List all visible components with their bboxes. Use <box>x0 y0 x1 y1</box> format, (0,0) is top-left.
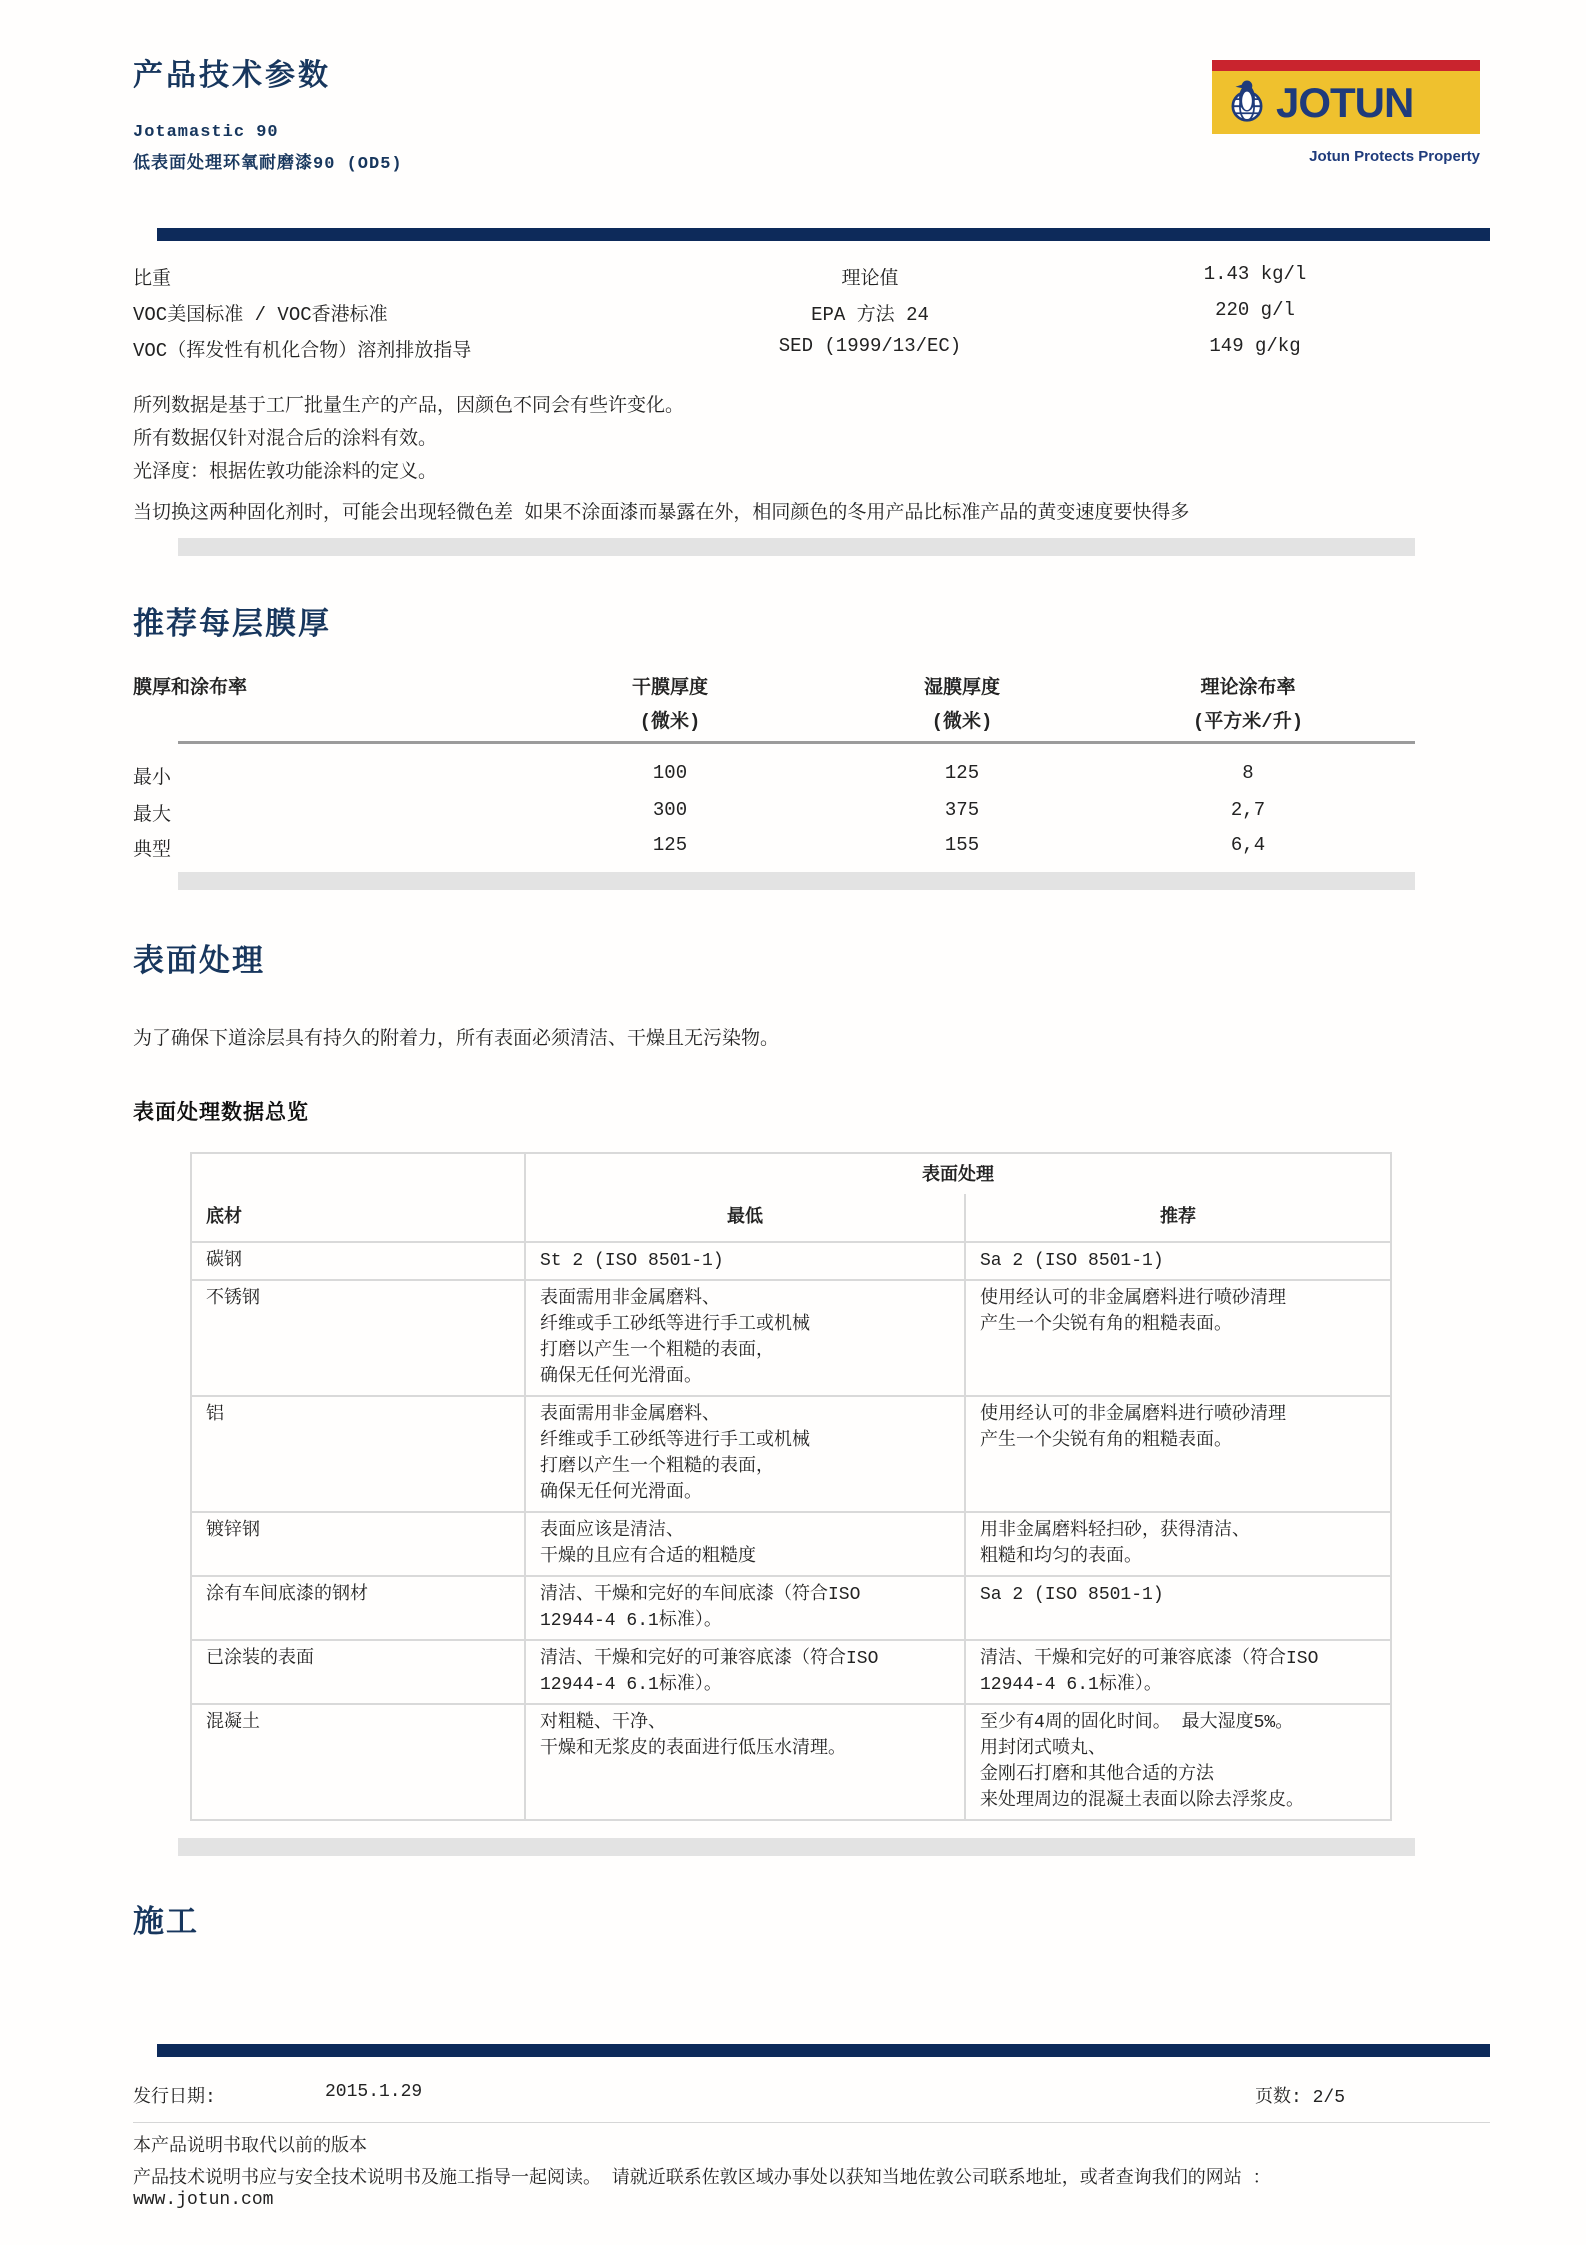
recommended-cell: 清洁、干燥和完好的可兼容底漆（符合ISO 12944-4 6.1标准）。 <box>965 1640 1391 1704</box>
film-col-header-coverage: 理论涂布率 <box>1200 677 1296 699</box>
spec-value: 1.43 kg/l <box>1203 263 1307 285</box>
substrate-cell: 碳钢 <box>191 1242 525 1280</box>
spec-row-voc-us-hk <box>0 299 1586 329</box>
spec-method: SED (1999/13/EC) <box>778 335 962 357</box>
footer-supersedes-note: 本产品说明书取代以前的版本 <box>133 2137 367 2157</box>
spec-method: EPA 方法 24 <box>811 304 929 326</box>
minimum-cell: St 2 (ISO 8501-1) <box>525 1242 965 1280</box>
recommended-cell: 使用经认可的非金属磨料进行喷砂清理 产生一个尖锐有角的粗糙表面。 <box>965 1396 1391 1512</box>
film-row-value: 125 <box>652 834 688 856</box>
product-subtitle: 低表面处理环氧耐磨漆90 (OD5) <box>133 155 403 174</box>
recommended-cell: 至少有4周的固化时间。 最大湿度5%。 用封闭式喷丸、 金刚石打磨和其他合适的方法 来处理周边的混凝土表面以除去浮浆皮。 <box>965 1704 1391 1820</box>
film-row-value: 8 <box>1242 762 1254 784</box>
divider-gray-2 <box>178 872 1415 890</box>
divider-navy-bottom <box>157 2044 1490 2057</box>
logo-red-stripe <box>1212 60 1480 71</box>
table-row <box>191 1704 1391 1820</box>
spec-value: 220 g/l <box>1215 299 1295 321</box>
film-col-header-dft: 干膜厚度 <box>631 677 708 699</box>
minimum-cell: 表面需用非金属磨料、 纤维或手工砂纸等进行手工或机械 打磨以产生一个粗糙的表面， 确保无任何光滑面。 <box>525 1396 965 1512</box>
divider-gray-3 <box>178 1838 1415 1856</box>
footer-issue-date-label: 发行日期: <box>133 2088 216 2108</box>
spec-row-voc-sed <box>0 335 1586 365</box>
footer-hairline <box>133 2122 1490 2123</box>
col-header-minimum: 最低 <box>525 1194 965 1242</box>
minimum-cell: 表面需用非金属磨料、 纤维或手工砂纸等进行手工或机械 打磨以产生一个粗糙的表面， 确保无任何光滑面。 <box>525 1280 965 1396</box>
film-table-header-rule <box>178 741 1415 744</box>
substrate-cell: 不锈钢 <box>191 1280 525 1396</box>
spec-method: 理论值 <box>841 268 899 290</box>
col-header-recommended: 推荐 <box>965 1194 1391 1242</box>
recommended-cell: Sa 2 (ISO 8501-1) <box>965 1576 1391 1640</box>
film-row-value: 2,7 <box>1230 799 1266 821</box>
spec-label: VOC（挥发性有机化合物）溶剂排放指导 <box>133 340 472 362</box>
spec-label: VOC美国标准 / VOC香港标准 <box>133 304 388 326</box>
film-row-value: 155 <box>944 834 980 856</box>
logo-tagline: Jotun Protects Property <box>1309 148 1480 165</box>
table-row <box>191 1576 1391 1640</box>
note-line: 所列数据是基于工厂批量生产的产品，因颜色不同会有些许变化。 <box>133 395 685 417</box>
footer-page-number: 页数: 2/5 <box>1255 2088 1346 2108</box>
film-col-unit-wft: (微米) <box>931 711 993 733</box>
surface-table-group-header: 表面处理 <box>525 1153 1391 1194</box>
logo-yellow-field <box>1212 71 1480 134</box>
col-header-substrate: 底材 <box>191 1194 525 1242</box>
substrate-cell: 已涂装的表面 <box>191 1640 525 1704</box>
table-row <box>191 1396 1391 1512</box>
footer-issue-date: 2015.1.29 <box>325 2082 423 2102</box>
minimum-cell: 对粗糙、干净、 干燥和无浆皮的表面进行低压水清理。 <box>525 1704 965 1820</box>
note-line: 当切换这两种固化剂时，可能会出现轻微色差 如果不涂面漆而暴露在外，相同颜色的冬用产品比标准产品的黄变速度要快得多 <box>133 502 1190 524</box>
footer-read-together-note: 产品技术说明书应与安全技术说明书及施工指导一起阅读。 请就近联系佐敦区域办事处以获知当地佐敦公司联系地址，或者查询我们的网站 ： <box>133 2169 1271 2189</box>
table-row <box>191 1640 1391 1704</box>
film-row-value: 300 <box>652 799 688 821</box>
jotun-logo <box>1212 60 1480 134</box>
surface-table-header-row <box>191 1194 1391 1242</box>
recommended-cell: Sa 2 (ISO 8501-1) <box>965 1242 1391 1280</box>
divider-gray-1 <box>178 538 1415 556</box>
surface-table-group-header-row <box>191 1153 1391 1194</box>
film-row-value: 100 <box>652 762 688 784</box>
substrate-cell: 涂有车间底漆的钢材 <box>191 1576 525 1640</box>
note-line: 所有数据仅针对混合后的涂料有效。 <box>133 428 438 450</box>
film-col-unit-coverage: (平方米/升) <box>1192 711 1304 733</box>
recommended-cell: 用非金属磨料轻扫砂，获得清洁、 粗糙和均匀的表面。 <box>965 1512 1391 1576</box>
section-heading-surface-prep: 表面处理 <box>133 946 265 981</box>
spec-label: 比重 <box>133 268 172 290</box>
product-name: Jotamastic 90 <box>133 123 279 142</box>
spec-value: 149 g/kg <box>1209 335 1301 357</box>
brand-wordmark: JOTUN <box>1276 78 1414 126</box>
substrate-cell: 镀锌钢 <box>191 1512 525 1576</box>
film-row-value: 375 <box>944 799 980 821</box>
empty-header-cell <box>191 1153 525 1194</box>
film-col-unit-dft: (微米) <box>639 711 701 733</box>
divider-navy-top <box>157 228 1490 241</box>
page-title: 产品技术参数 <box>133 61 331 95</box>
penguin-globe-icon <box>1224 77 1270 128</box>
section-heading-film-thickness: 推荐每层膜厚 <box>133 609 331 644</box>
film-row-label: 最小 <box>133 767 172 789</box>
note-line: 光泽度：根据佐敦功能涂料的定义。 <box>133 461 438 483</box>
table-row <box>191 1280 1391 1396</box>
surface-prep-subheading: 表面处理数据总览 <box>133 1103 309 1126</box>
section-heading-application: 施工 <box>133 1907 199 1942</box>
film-table-row-header: 膜厚和涂布率 <box>133 677 248 699</box>
table-row <box>191 1512 1391 1576</box>
film-row-value: 6,4 <box>1230 834 1266 856</box>
substrate-cell: 混凝土 <box>191 1704 525 1820</box>
recommended-cell: 使用经认可的非金属磨料进行喷砂清理 产生一个尖锐有角的粗糙表面。 <box>965 1280 1391 1396</box>
film-row-value: 125 <box>944 762 980 784</box>
surface-prep-intro: 为了确保下道涂层具有持久的附着力，所有表面必须清洁、干燥且无污染物。 <box>133 1028 780 1050</box>
footer-website: www.jotun.com <box>133 2190 274 2210</box>
spec-row-density <box>0 263 1586 293</box>
minimum-cell: 清洁、干燥和完好的可兼容底漆（符合ISO 12944-4 6.1标准）。 <box>525 1640 965 1704</box>
minimum-cell: 清洁、干燥和完好的车间底漆（符合ISO 12944-4 6.1标准）。 <box>525 1576 965 1640</box>
film-row-label: 最大 <box>133 804 172 826</box>
film-col-header-wft: 湿膜厚度 <box>923 677 1000 699</box>
substrate-cell: 铝 <box>191 1396 525 1512</box>
table-row <box>191 1242 1391 1280</box>
surface-prep-table <box>190 1152 1392 1821</box>
film-row-label: 典型 <box>133 839 172 861</box>
minimum-cell: 表面应该是清洁、 干燥的且应有合适的粗糙度 <box>525 1512 965 1576</box>
